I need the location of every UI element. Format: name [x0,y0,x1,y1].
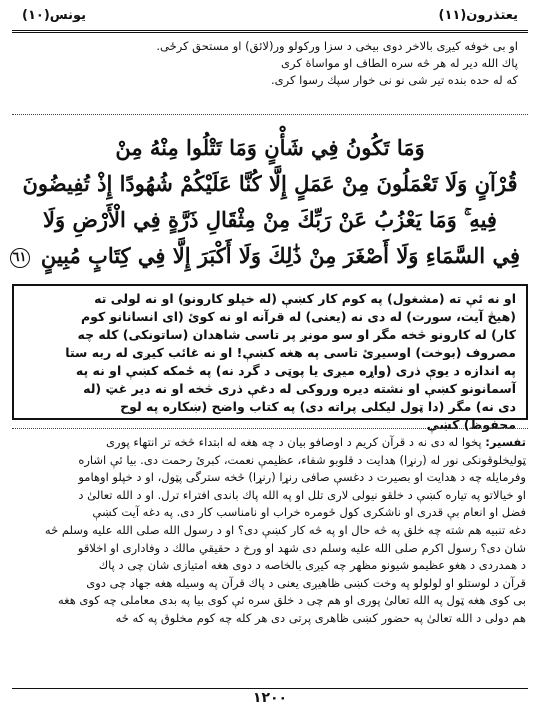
translation-line: په اندازه د يوې ذرى (واړه ميږى يا پوټى د گرد نه) په ځمكه كښې او نه په [75,363,516,378]
quran-verse [12,130,520,278]
tafsir-line-first [14,434,526,452]
translation-box [12,284,528,432]
verse-line-last [12,238,520,274]
tafsir-line: بى كوى هغه ټول په الله تعالىٰ پورى او هم چى د خلق سره ئې كوى بيا په بدى معاملى چه كوى هغه [58,593,526,608]
tafsir-line: فضل او انعام بې قدرى او ناشكرى كول څومره خراب او نامناسب كار دى. په دغه آيت كښې [92,505,526,520]
page-number: ١٢٠٠ [252,690,288,706]
intro-line: كه له حده بنده تير شى نو نى خوار سپك رسوا كرى. [271,73,518,87]
header-juz-label: يعتذرون(١١) [438,8,518,23]
translation-line: آسمانونو كښې او نشته ديره وروكى له دغې ذرى څخه او نه دير غټ (له [83,381,516,396]
tafsir-divider [12,428,528,429]
verse-line: وَمَا تَكُونُ فِي شَأْنٍ وَمَا تَتْلُوا مِنْهُ مِنْ [115,135,425,160]
tafsir-line: د همدردى د هغو عظيمو شيونو مظهر چه كيږى بالخاصه د دوى هغه امتيازى شان چى د پاك [98,558,526,573]
intro-text [22,38,518,89]
translation-line: مصروف (بوخت) اوسيږئ تاسى په هغه كښې! او نه غائب كيږى له ربه ستا [65,345,516,360]
verse-line: قُرْآنٍ وَلَا تَعْمَلُونَ مِنْ عَمَلٍ إِلَّا كُنَّا عَلَيْكُمْ شُهُودًا إِذْ تُفِيضُونَ [22,171,518,196]
verse-line: فِيهِ ۚ وَمَا يَعْزُبُ عَنْ رَبِّكَ مِنْ مِثْقَالِ ذَرَّةٍ فِي الْأَرْضِ وَلَا [43,207,497,232]
tafsir-label: تفسير: [485,435,526,449]
intro-line: او بى خوفه كيږى بالاخر دوى بيخى د سزا وركولو ور(لائق) او مستحق كرځى. [156,39,518,53]
tafsir-line: وفرمايله چه د هدايت او بصيرت د دغسې صافى رنړا (رنړا) څخه سترگى پټول، او د خپلو اوهامو [78,470,526,485]
tafsir-line: شان دى؟ رسول اكرم صلى الله عليه وسلم دى شهد او ورخ د حقيقي مالك د وفادارى او اخلاقو [77,540,526,555]
tafsir-line: ټوليخلوقونكى نور له (رنړا) هدايت د قلوبو شفاء، عظيمې نعمت، كبرئ رحمت دى. بيا ئې اشاره [78,452,526,467]
tafsir-line: دغه تنبيه هم شته چه خلق په څه حال او په څه كار كښې دى؟ او د رسول الله صلى الله عليه وسلم څه [44,522,526,537]
tafsir-text [14,434,526,628]
verse-line: فِي السَّمَاءِ وَلَا أَصْغَرَ مِنْ ذَٰلِكَ وَلَا أَكْبَرَ إِلَّا فِي كِتَابٍ مُبِينٍ [40,243,520,268]
verse-number-marker: ٦١ [10,248,30,268]
tafsir-line: هم دولى د الله تعالىٰ په حضور كښى ظاهرى پرتى دى هر كله چه كوم مخلوق په كه څه [115,610,526,625]
tafsir-line: او خيالاتو په تياره كښې د خلقو نيولى لارى تلل او په الله پاك باندى افتراء ترل. او د الله تعالىٰ د [78,487,526,502]
page-header [14,8,526,30]
translation-line: محفوظ) كښې [426,417,516,432]
translation-line: (هيڅ آيت، سورت) له دى نه (يعنى) له قرآنه او نه كوئ (اى انسانانو كوم [80,309,516,324]
tafsir-line: قرآن د لوستلو او لولولو په وخت كښى ظاهيږى يعنى د پاك قرآن په وسيله هغه جهاد چى دوى [86,575,526,590]
footer-divider [12,688,528,689]
tafsir-line: پخوا له دى نه د قرآن كريم د اوصافو بيان د چه هغه له ابتداء څخه تر انتهاء پورى [106,435,482,449]
intro-divider [12,114,528,115]
translation-line: دى نه) مگر (دا ټول ليكلى پراته دى) په كتاب واضح (ښكاره په لوح [120,399,516,414]
intro-line: پاك الله دير له هر څه سره الطاف او مواساة كرى [280,56,518,70]
header-surah-label: يونس(١٠) [22,8,87,23]
translation-line: او نه ئې ته (مشغول) په كوم كار كښې (له خپلو كارونو) او نه لولى ته [94,291,516,306]
translation-line: كار) له كارونو څخه مگر او سو مونږ پر تاسى شاهدان (ساتونكى) كله چه [77,327,516,342]
header-divider [12,30,528,33]
